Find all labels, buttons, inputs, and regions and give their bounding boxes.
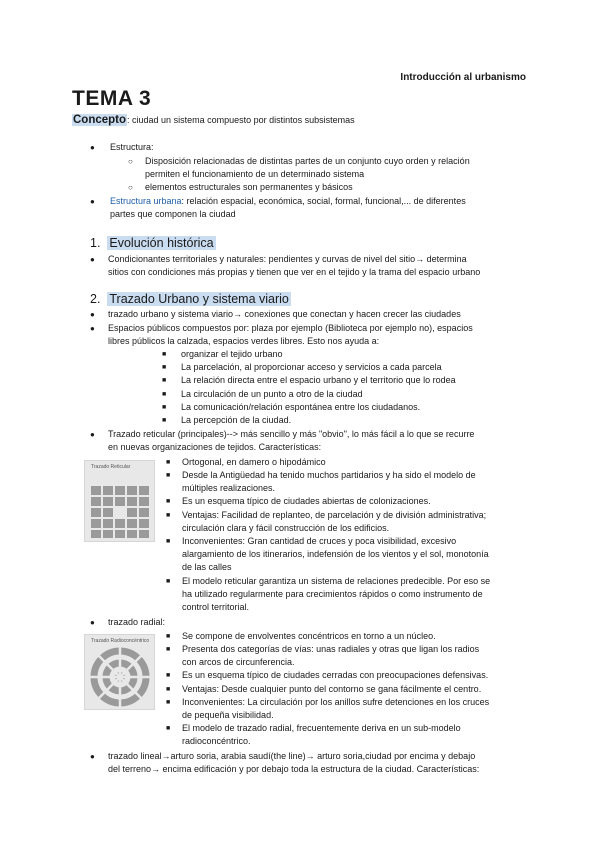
section-1-title: Evolución histórica	[109, 236, 214, 250]
bullet-icon: ●	[90, 310, 95, 319]
reticular-item-cont: alargamiento de los itinerarios, indefensión de los vientos y el sol, monotonía	[182, 549, 489, 559]
square-bullet-icon: ■	[166, 646, 171, 653]
bullet-icon: ●	[90, 324, 95, 333]
square-bullet-icon: ■	[166, 699, 171, 706]
square-bullet-icon: ■	[166, 672, 171, 679]
bullet-icon: ●	[90, 618, 95, 627]
reticular-item: Ventajas: Facilidad de replanteo, de parcelación y de división administrativa;	[182, 510, 487, 520]
square-bullet-icon: ■	[166, 538, 171, 545]
ayuda-item: La relación directa entre el espacio urbano y el territorio que lo rodea	[181, 375, 456, 385]
radial-label: trazado radial:	[108, 617, 166, 627]
square-bullet-icon: ■	[162, 351, 167, 358]
reticular-grid-icon	[89, 485, 151, 539]
estructura-sub-1: Disposición relacionadas de distintas partes de un conjunto cuyo orden y relación	[145, 156, 470, 166]
lineal-line-1: trazado lineal→arturo soria, arabia saudí(the line)→ arturo soria,ciudad por encima y debajo	[108, 751, 476, 761]
radial-item: Inconvenientes: La circulación por los anillos sufre detenciones en los cruces	[182, 697, 490, 707]
square-bullet-icon: ■	[162, 391, 167, 398]
bullet-icon: ●	[90, 752, 95, 761]
bullet-icon: ●	[90, 143, 95, 152]
section-2-title: Trazado Urbano y sistema viario	[109, 292, 289, 306]
estructura-urbana-line-2: partes que componen la ciudad	[110, 209, 236, 219]
radial-item: Es un esquema típico de ciudades cerradas con preocupaciones defensivas.	[182, 670, 489, 680]
radial-figure-caption: Trazado Radioconcéntrico	[91, 638, 150, 644]
square-bullet-icon: ■	[162, 417, 167, 424]
estructura-sub-2: elementos estructurales son permanentes y básicos	[145, 182, 353, 192]
radial-item-cont: de pequeña visibilidad.	[182, 710, 274, 720]
page-header-title: Introducción al urbanismo	[400, 72, 526, 83]
reticular-item: Ortogonal, en damero o hipodámico	[182, 457, 326, 467]
square-bullet-icon: ■	[166, 686, 171, 693]
reticular-line-1: Trazado reticular (principales)--> más sencillo y más "obvio", lo más fácil a lo que se recurre	[108, 429, 475, 439]
reticular-item: Inconvenientes: Gran cantidad de cruces y poca visibilidad, excesivo	[182, 536, 457, 546]
radial-item-cont: con arcos de circunferencia.	[182, 657, 295, 667]
square-bullet-icon: ■	[166, 512, 171, 519]
radial-item: Se compone de envolventes concéntricos en torno a un núcleo.	[182, 631, 436, 641]
ayuda-item: organizar el tejido urbano	[181, 349, 283, 359]
reticular-line-2: en nuevas organizaciones de tejidos. Características:	[108, 442, 322, 452]
reticular-item-cont: control territorial.	[182, 602, 250, 612]
concepto-label: Concepto	[73, 114, 127, 126]
radial-rings-icon	[90, 647, 150, 707]
radial-item: Ventajas: Desde cualquier punto del contorno se gana fácilmente el centro.	[182, 684, 482, 694]
section-2-bullet-2-line-1: Espacios públicos compuestos por: plaza por ejemplo (Biblioteca por ejemplo no), espacios	[108, 323, 473, 333]
radial-item: El modelo de trazado radial, frecuentemente deriva en un sub-modelo	[182, 723, 461, 733]
estructura-sub-1b: permiten el funcionamiento de un determinado sistema	[145, 169, 365, 179]
reticular-item-cont: múltiples realizaciones.	[182, 483, 276, 493]
section-2-bullet-1: trazado urbano y sistema viario→ conexiones que conectan y hacen crecer las ciudades	[108, 309, 461, 319]
ayuda-item: La comunicación/relación espontánea entre los ciudadanos.	[181, 402, 421, 412]
radial-figure	[84, 634, 155, 710]
bullet-icon: ●	[90, 197, 95, 206]
square-bullet-icon: ■	[162, 364, 167, 371]
reticular-item: Desde la Antigüedad ha tenido muchos partidarios y ha sido el modelo de	[182, 470, 476, 480]
section-1-line-2: sitios con condiciones más propias y tienen que ver en el tejido y la trama del espacio urbano	[108, 267, 481, 277]
square-bullet-icon: ■	[166, 459, 171, 466]
square-bullet-icon: ■	[166, 472, 171, 479]
square-bullet-icon: ■	[166, 633, 171, 640]
square-bullet-icon: ■	[166, 498, 171, 505]
radial-item-cont: radioconcéntrico.	[182, 736, 251, 746]
section-2-bullet-2-line-2: libres públicos la calzada, espacios verdes libres. Esto nos ayuda a:	[108, 336, 380, 346]
radial-item: Presenta dos categorías de vías: unas radiales y otras que ligan los radios	[182, 644, 480, 654]
document-title: TEMA 3	[72, 87, 152, 110]
reticular-figure-caption: Trazado Reticular	[91, 464, 131, 470]
reticular-item-cont: ha utilizado regularmente para crecimientos rápidos o como instrumento de	[182, 589, 483, 599]
ayuda-item: La percepción de la ciudad.	[181, 415, 292, 425]
reticular-item: El modelo reticular garantiza un sistema de relaciones predecible. Por eso se	[182, 576, 491, 586]
bullet-icon: ●	[90, 255, 95, 264]
concepto-text: : ciudad un sistema compuesto por distintos subsistemas	[127, 115, 355, 125]
estructura-urbana-line-1: Estructura urbana: relación espacial, económica, social, formal, funcional,... de diferentes	[110, 196, 466, 206]
square-bullet-icon: ■	[166, 725, 171, 732]
concepto-line	[72, 113, 355, 127]
lineal-line-2: del terreno→ encima edificación y por debajo toda la estructura de la ciudad. Características:	[108, 764, 480, 774]
bullet-icon: ●	[90, 430, 95, 439]
section-1-heading: 1. Evolución histórica	[90, 236, 214, 250]
reticular-item: Es un esquema típico de ciudades abiertas de colonizaciones.	[182, 496, 431, 506]
reticular-figure	[84, 460, 155, 542]
circle-bullet-icon: ○	[128, 157, 133, 166]
section-2-heading: 2. Trazado Urbano y sistema viario	[90, 292, 289, 306]
reticular-item-cont: circulación clara y fácil construcción de los edificios.	[182, 523, 390, 533]
square-bullet-icon: ■	[162, 377, 167, 384]
estructura-urbana-label: Estructura urbana	[110, 196, 182, 206]
reticular-item-cont: de las calles	[182, 562, 232, 572]
square-bullet-icon: ■	[166, 578, 171, 585]
section-1-line-1: Condicionantes territoriales y naturales: pendientes y curvas de nivel del sitio→ determina	[108, 254, 467, 264]
ayuda-item: La parcelación, al proporcionar acceso y servicios a cada parcela	[181, 362, 442, 372]
circle-bullet-icon: ○	[128, 183, 133, 192]
square-bullet-icon: ■	[162, 404, 167, 411]
estructura-label: Estructura:	[110, 142, 154, 152]
ayuda-item: La circulación de un punto a otro de la ciudad	[181, 389, 363, 399]
